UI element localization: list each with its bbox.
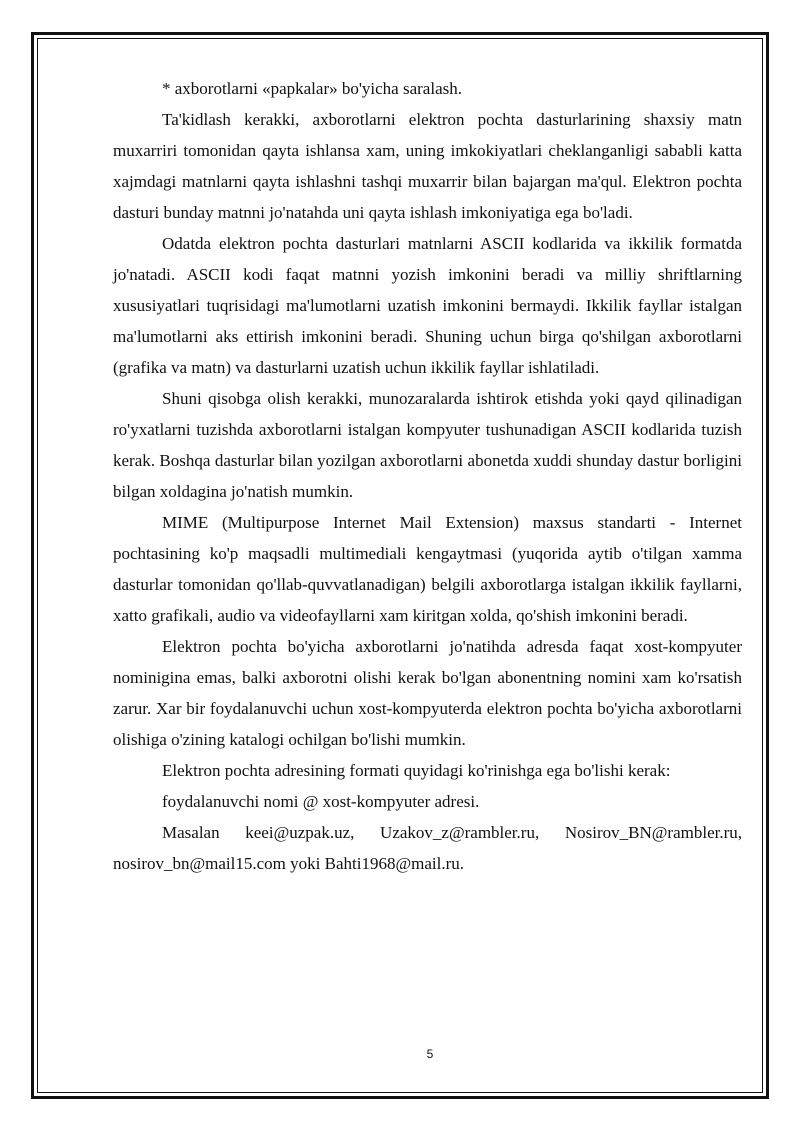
paragraph: Elektron pochta adresining formati quyidagi ko'rinishga ega bo'lishi kerak:	[162, 761, 671, 780]
paragraph: Odatda elektron pochta dasturlari matnlarni ASCII kodlarida va ikkilik formatda jo'natadi. ASCII kodi faqat matnni yozish imkonini beradi va milliy shriftlarning xususiyatlari tuqrisidagi ma'lumotlarni uzatish imkonini bermaydi. Ikkilik fayllar istalgan ma'lumotlarni aks ettirish imkonini beradi. Shuning uchun birga qo'shilgan axborotlarni (grafika va matn) va dasturlarni uzatish uchun ikkilik fayllar ishlatiladi.	[113, 234, 742, 377]
paragraph: foydalanuvchi nomi @ xost-kompyuter adresi.	[162, 792, 480, 811]
paragraph: Ta'kidlash kerakki, axborotlarni elektron pochta dasturlarining shaxsiy matn muxarriri tomonidan qayta ishlansa xam, uning imkokiyatlari cheklanganligi sababli katta xajmdagi matnlarni qayta ishlashni tashqi muxarrir bilan bajargan ma'qul. Elektron pochta dasturi bunday matnni jo'natahda uni qayta ishlash imkoniyatiga ega bo'ladi.	[113, 110, 742, 222]
paragraph: * axborotlarni «papkalar» bo'yicha saralash.	[162, 79, 462, 98]
paragraph: Shuni qisobga olish kerakki, munozaralarda ishtirok etishda yoki qayd qilinadigan ro'yxatlarni tuzishda axborotlarni istalgan kompyuter tushunadigan ASCII kodlarida tuzish kerak. Boshqa dasturlar bilan yozilgan axborotlarni abonetda xuddi shunday dastur borligini bilgan xoldagina jo'natish mumkin.	[113, 389, 742, 501]
page-number: 5	[426, 1047, 434, 1061]
paragraph: Elektron pochta bo'yicha axborotlarni jo'natihda adresda faqat xost-kompyuter nominigina emas, balki axborotni olishi kerak bo'lgan abonentning nomini xam ko'rsatish zarur. Xar bir foydalanuvchi uchun xost-kompyuterda elektron pochta bo'yicha axborotlarni olishiga o'zining katalogi ochilgan bo'lishi mumkin.	[113, 637, 742, 749]
paragraph: MIME (Multipurpose Internet Mail Extension) maxsus standarti - Internet pochtasining ko'p maqsadli multimediali kengaytmasi (yuqorida aytib o'tilgan xamma dasturlar tomonidan qo'llab-quvvatlanadigan) belgili axborotlarga istalgan ikkilik fayllarni, xatto grafikali, audio va videofayllarni xam kiritgan xolda, qo'shish imkonini beradi.	[113, 513, 742, 625]
paragraph: Masalan keei@uzpak.uz, Uzakov_z@rambler.ru, Nosirov_BN@rambler.ru, nosirov_bn@mail15.com yoki Bahti1968@mail.ru.	[113, 823, 742, 873]
document-body	[113, 73, 742, 879]
